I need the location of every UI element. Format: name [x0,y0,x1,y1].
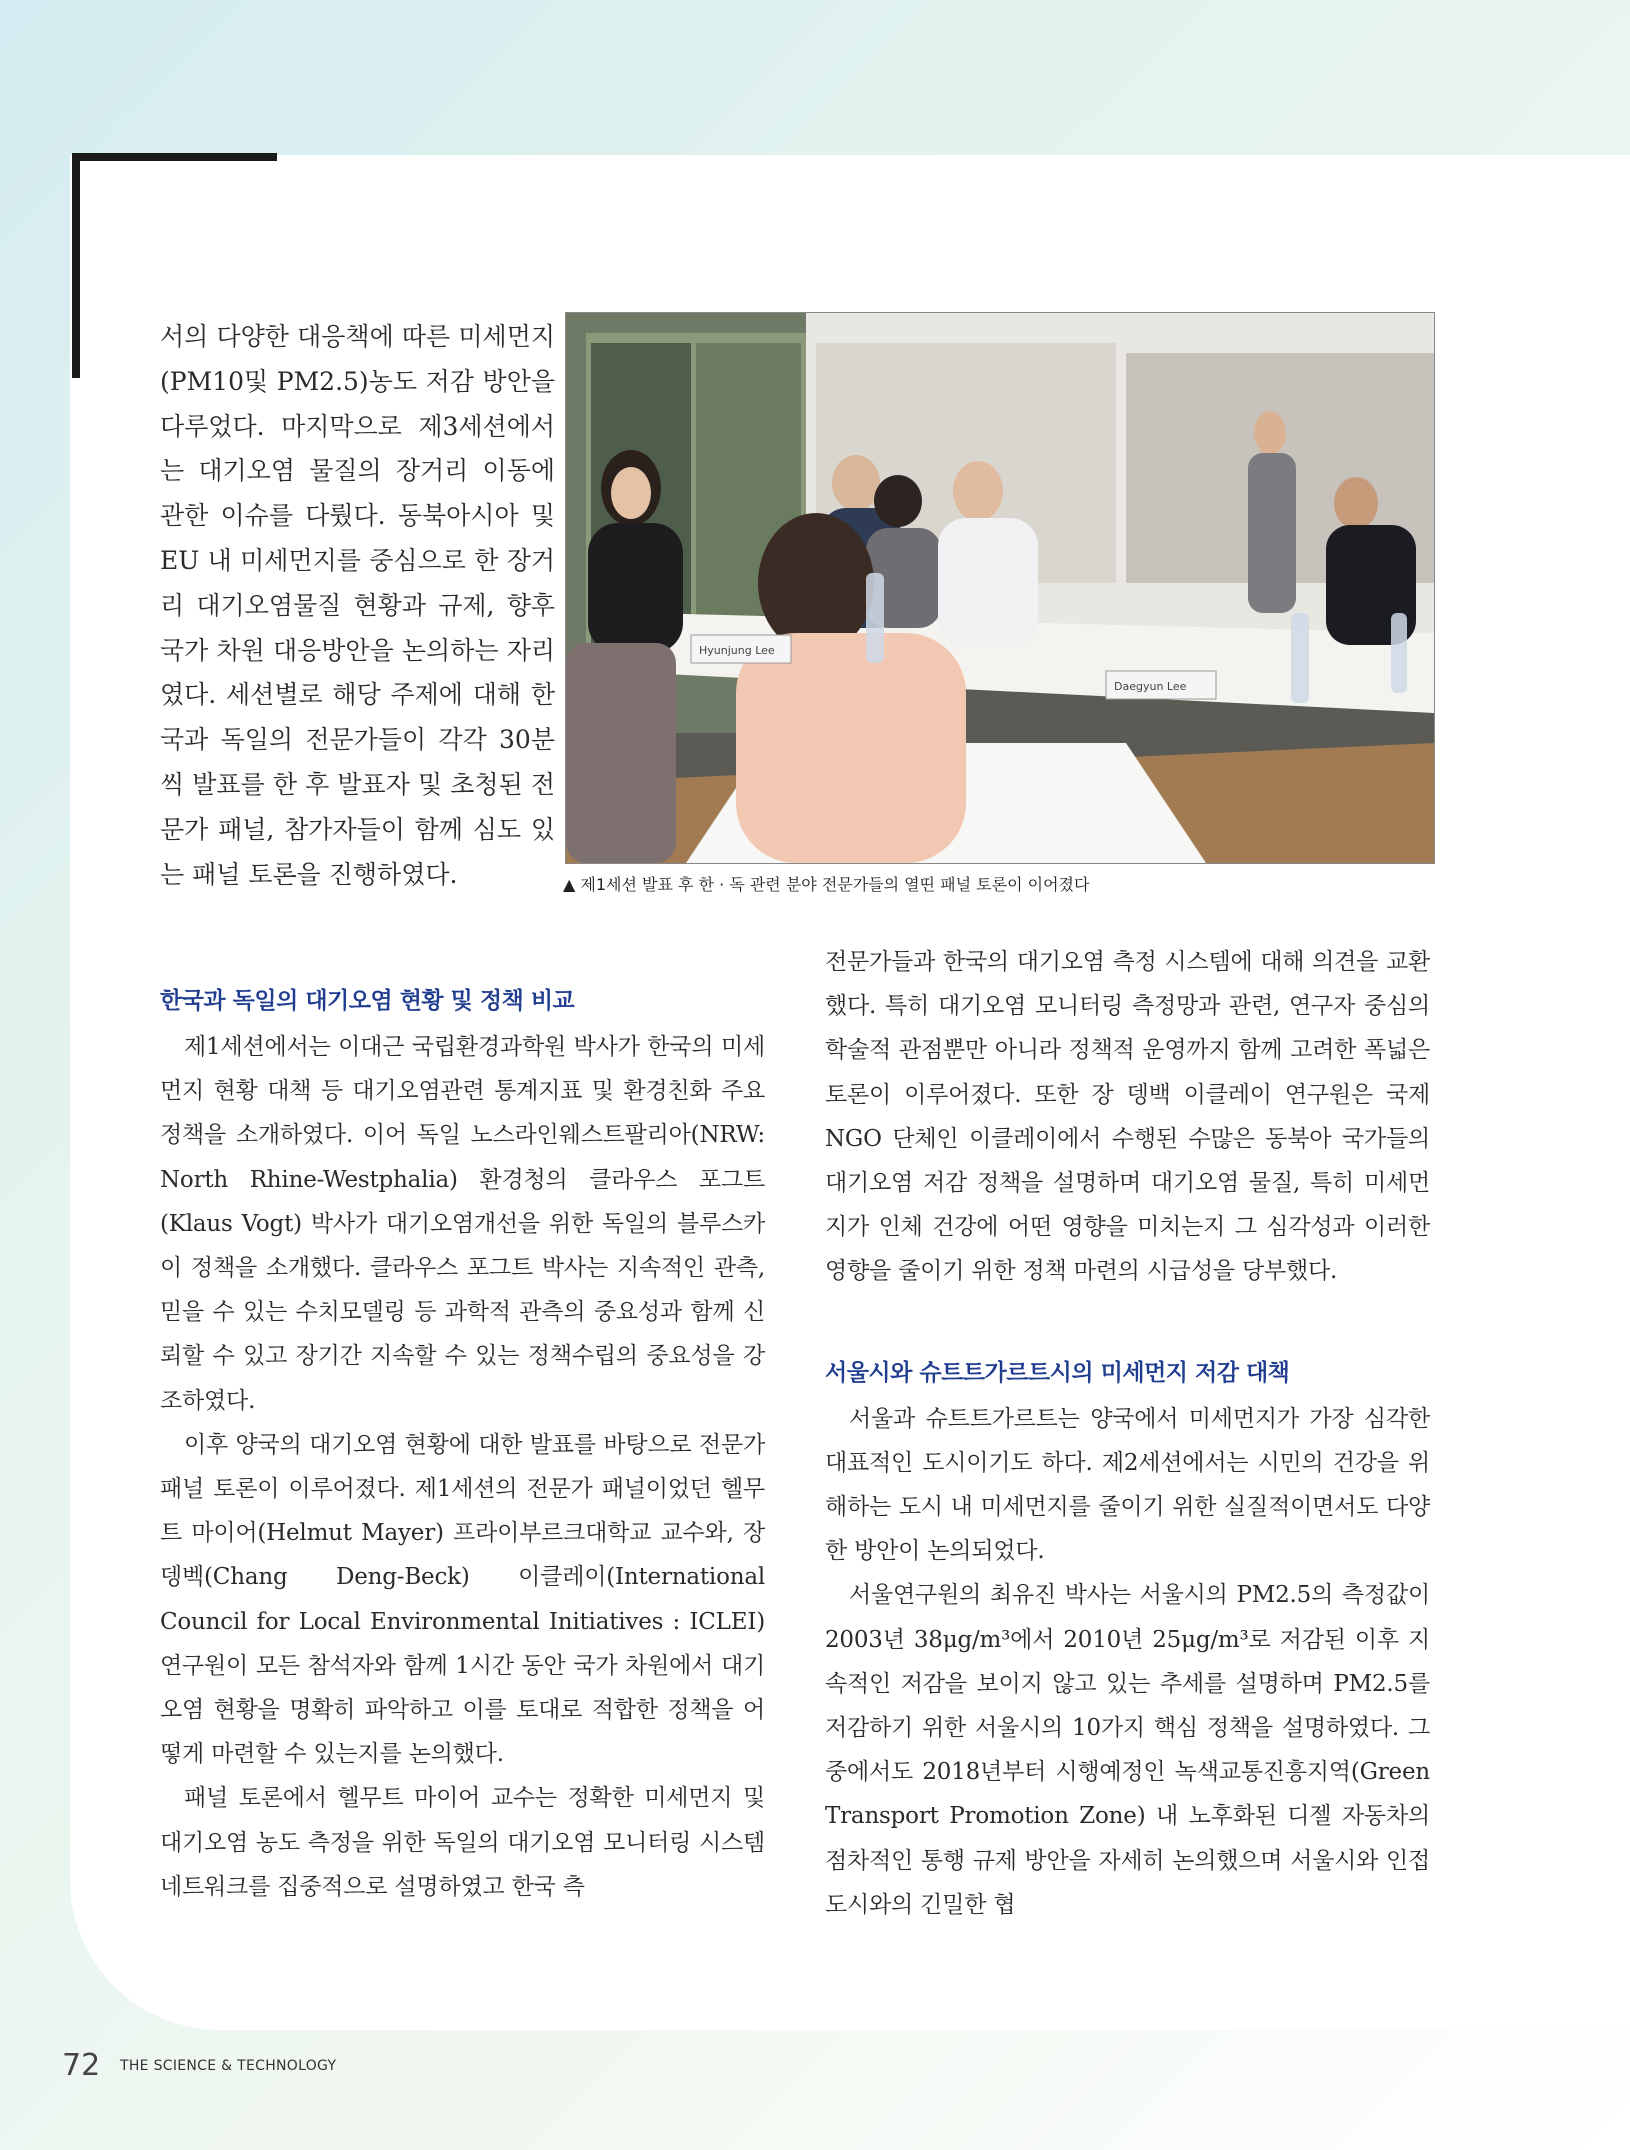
corner-bracket-top [72,153,277,161]
section1-heading: 한국과 독일의 대기오염 현황 및 정책 비교 [160,988,575,1014]
section1-paragraph-4: 전문가들과 한국의 대기오염 측정 시스템에 대해 의견을 교환했다. 특히 대기오염 모니터링 측정망과 관련, 연구자 중심의 학술적 관점뿐만 아니라 정책적 운영까지 함께 고려한 폭넓은 토론이 이루어졌다. 또한 장 뎅백 이클레이 연구원은 국제 NGO 단체인 이클레이에서 수행된 수많은 동북아 국가들의 대기오염 저감 정책을 설명하며 대기오염 물질, 특히 미세먼지가 인체 건강에 어떤 영향을 미치는지 그 심각성과 이러한 영향을 줄이기 위한 정책 마련의 시급성을 당부했다. [825,949,1430,1285]
section2-paragraph-1: 서울과 슈트트가르트는 양국에서 미세먼지가 가장 심각한 대표적인 도시이기도 하다. 제2세션에서는 시민의 건강을 위해하는 도시 내 미세먼지를 줄이기 위한 실질적이면서도 다양한 방안이 논의되었다. [825,1405,1430,1565]
section1-paragraph-1: 제1세션에서는 이대근 국립환경과학원 박사가 한국의 미세먼지 현황 대책 등 대기오염관련 통계지표 및 환경친화 주요 정책을 소개하였다. 이어 독일 노스라인웨스트팔리아(NRW: North Rhine-Westphalia) 환경청의 클라우스 포그트(Klaus Vogt) 박사가 대기오염개선을 위한 독일의 블루스카이 정책을 소개했다. 클라우스 포그트 박사는 지속적인 관측, 믿을 수 있는 수치모델링 등 과학적 관측의 중요성과 함께 신뢰할 수 있고 장기간 지속할 수 있는 정책수립의 중요성을 강조하였다. [160,1034,765,1414]
left-column [160,982,765,1909]
panel-discussion-photo [565,312,1435,864]
photo-caption: ▲ 제1세션 발표 후 한 · 독 관련 분야 전문가들의 열띤 패널 토론이 이어졌다 [563,875,1090,894]
right-column [825,940,1430,1927]
nameplate-left: Hyunjung Lee [699,644,775,657]
section2-heading: 서울시와 슈트트가르트시의 미세먼지 저감 대책 [825,1359,1290,1386]
corner-bracket-left [72,153,80,378]
intro-paragraph: 서의 다양한 대응책에 따른 미세먼지(PM10및 PM2.5)농도 저감 방안을 다루었다. 마지막으로 제3세션에서는 대기오염 물질의 장거리 이동에 관한 이슈를 다뤘다. 동북아시아 및 EU 내 미세먼지를 중심으로 한 장거리 대기오염물질 현황과 규제, 향후 국가 차원 대응방안을 논의하는 자리였다. 세션별로 해당 주제에 대해 한국과 독일의 전문가들이 각각 30분씩 발표를 한 후 발표자 및 초청된 전문가 패널, 참가자들이 함께 심도 있는 패널 토론을 진행하였다. [160,322,555,889]
section1-paragraph-3: 패널 토론에서 헬무트 마이어 교수는 정확한 미세먼지 및 대기오염 농도 측정을 위한 독일의 대기오염 모니터링 시스템 네트워크를 집중적으로 설명하였고 한국 측 [160,1785,765,1900]
section1-paragraph-2: 이후 양국의 대기오염 현황에 대한 발표를 바탕으로 전문가 패널 토론이 이루어졌다. 제1세션의 전문가 패널이었던 헬무트 마이어(Helmut Mayer) 프라이부르크대학교 교수와, 장 뎅벡(Chang Deng-Beck) 이클레이(International Council for Local Environmental Initiatives : ICLEI) 연구원이 모든 참석자와 함께 1시간 동안 국가 차원에서 대기오염 현황을 명확히 파악하고 이를 토대로 적합한 정책을 어떻게 마련할 수 있는지를 논의했다. [160,1431,765,1768]
nameplate-right: Daegyun Lee [1114,680,1187,693]
page-number: 72 [62,2048,101,2083]
photo-illustration [566,313,1434,863]
magazine-title: THE SCIENCE & TECHNOLOGY [120,2058,337,2074]
section2-paragraph-2: 서울연구원의 최유진 박사는 서울시의 PM2.5의 측정값이 2003년 38μg/m³에서 2010년 25μg/m³로 저감된 이후 지속적인 저감을 보이지 않고 있는 추세를 설명하며 PM2.5를 저감하기 위한 서울시의 10가지 핵심 정책을 설명하였다. 그중에서도 2018년부터 시행예정인 녹색교통진흥지역(Green Transport Promotion Zone) 내 노후화된 디젤 자동차의 점차적인 통행 규제 방안을 자세히 논의했으며 서울시와 인접 도시와의 긴밀한 협 [825,1582,1430,1918]
